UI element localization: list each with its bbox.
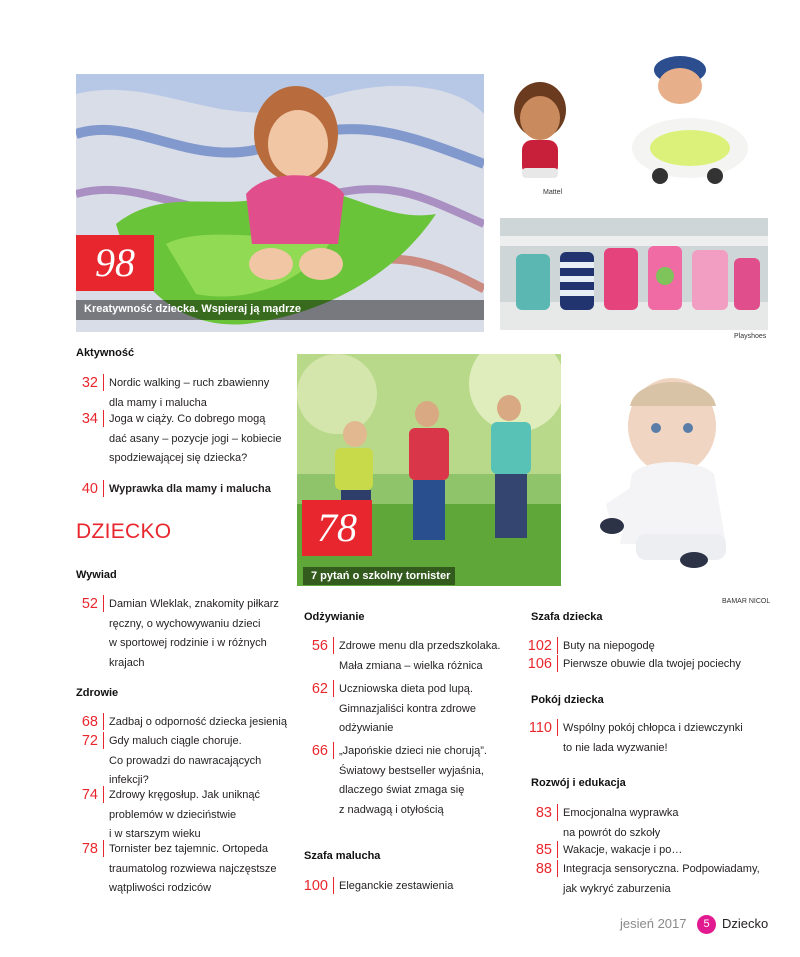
- section-heading-zdrowie: Zdrowie: [76, 687, 119, 699]
- toc-entry[interactable]: [80, 840, 277, 899]
- baby-photo: [576, 354, 768, 586]
- toc-page-number: 106: [527, 655, 558, 672]
- section-heading-pokoj-dziecka: Pokój dziecka: [531, 694, 604, 706]
- toc-title: Zdrowy kręgosłup. Jak uniknąć problemów w dzieciństwie i w starszym wieku: [109, 789, 261, 840]
- section-heading-wywiad: Wywiad: [76, 569, 117, 581]
- magazine-name: Dziecko: [722, 916, 769, 931]
- toc-page-number: 102: [527, 637, 558, 654]
- toc-entry[interactable]: [303, 877, 453, 897]
- toc-page-number: 62: [307, 680, 334, 697]
- section-heading-szafa-dziecka: Szafa dziecka: [531, 611, 603, 623]
- toc-page-number: 52: [80, 595, 104, 612]
- section-heading-aktywnosc: Aktywność: [76, 347, 135, 359]
- toc-title: Pierwsze obuwie dla twojej pociechy: [563, 658, 741, 670]
- toc-page-number: 68: [80, 713, 104, 730]
- toc-entry[interactable]: [307, 680, 476, 739]
- issue-date: jesień 2017: [620, 916, 687, 931]
- toc-entry[interactable]: [80, 786, 260, 845]
- toc-entry[interactable]: [80, 713, 287, 733]
- toc-title: Uczniowska dieta pod lupą. Gimnazjaliści kontra zdrowe odżywianie: [339, 683, 476, 734]
- toc-page-number: 66: [307, 742, 334, 759]
- toc-page-number: 88: [531, 860, 558, 877]
- feature-page-number: 98: [76, 235, 154, 291]
- toc-page-number: 32: [80, 374, 104, 391]
- toc-title: Wspólny pokój chłopca i dziewczynki to nie lada wyzwanie!: [563, 722, 743, 754]
- photo-credit-baby: BAMAR NICOL: [722, 598, 771, 605]
- painting-child-photo: [76, 74, 484, 332]
- toc-page-number: 34: [80, 410, 104, 427]
- feature-title: 7 pytań o szkolny tornister: [303, 567, 455, 585]
- toys-photo: [500, 48, 768, 190]
- toc-entry[interactable]: [531, 860, 760, 899]
- toc-entry[interactable]: [80, 480, 271, 500]
- toc-page-number: 56: [307, 637, 334, 654]
- photo-credit-toys: Mattel: [543, 189, 563, 196]
- page-number-badge: 5: [697, 915, 716, 934]
- toc-title: „Japońskie dzieci nie chorują”. Światowy bestseller wyjaśnia, dlaczego świat zmaga się z nadwagą i otyłością: [339, 745, 487, 816]
- toc-page-number: 74: [80, 786, 104, 803]
- toc-title: Gdy maluch ciągle choruje. Co prowadzi do nawracających infekcji?: [109, 735, 262, 786]
- toc-entry[interactable]: [527, 637, 655, 657]
- toc-title: Zdrowe menu dla przedszkolaka. Mała zmiana – wielka różnica: [339, 640, 501, 672]
- toc-title: Wyprawka dla mamy i malucha: [109, 483, 271, 495]
- toc-entry[interactable]: [307, 742, 487, 820]
- photo-credit-boots: Playshoes: [734, 333, 767, 340]
- toc-entry[interactable]: [531, 804, 679, 843]
- toc-title: Joga w ciąży. Co dobrego mogą dać asany – pozycje jogi – kobiecie spodziewającej się dziecka?: [109, 413, 282, 464]
- toc-entry[interactable]: [527, 719, 743, 758]
- toc-page-number: 83: [531, 804, 558, 821]
- section-heading-odzywianie: Odżywianie: [304, 611, 365, 623]
- toc-title: Eleganckie zestawienia: [339, 880, 454, 892]
- toc-entry[interactable]: [307, 637, 500, 676]
- toc-page-number: 72: [80, 732, 104, 749]
- toc-entry[interactable]: [80, 595, 279, 673]
- toc-title: Nordic walking – ruch zbawienny dla mamy i malucha: [109, 377, 270, 409]
- toc-page-number: 100: [303, 877, 334, 894]
- feature-page-number: 78: [302, 500, 372, 556]
- toc-entry[interactable]: [527, 655, 741, 675]
- toc-entry[interactable]: [80, 410, 281, 469]
- boots-photo: [500, 218, 768, 330]
- toc-title: Integracja sensoryczna. Podpowiadamy, jak wykryć zaburzenia: [563, 863, 760, 895]
- toc-entry[interactable]: [80, 374, 269, 413]
- section-heading-rozwoj: Rozwój i edukacja: [531, 777, 626, 789]
- toc-page-number: 85: [531, 841, 558, 858]
- toc-title: Buty na niepogodę: [563, 640, 655, 652]
- section-heading-szafa-malucha: Szafa malucha: [304, 850, 381, 862]
- toc-title: Damian Wleklak, znakomity piłkarz ręczny, o wychowywaniu dzieci w sportowej rodzinie i w różnych krajach: [109, 598, 279, 669]
- toc-title: Emocjonalna wyprawka na powrót do szkoły: [563, 807, 679, 839]
- section-heading-dziecko: DZIECKO: [76, 520, 172, 543]
- toc-page-number: 78: [80, 840, 104, 857]
- toc-page-number: 40: [80, 480, 104, 497]
- toc-entry[interactable]: [531, 841, 682, 861]
- toc-title: Zadbaj o odporność dziecka jesienią: [109, 716, 287, 728]
- toc-entry[interactable]: [80, 732, 261, 791]
- feature-title: Kreatywność dziecka. Wspieraj ją mądrze: [76, 300, 484, 320]
- toc-title: Tornister bez tajemnic. Ortopeda traumatolog rozwiewa najczęstsze wątpliwości rodziców: [109, 843, 277, 894]
- toc-title: Wakacje, wakacje i po…: [563, 844, 683, 856]
- toc-page-number: 110: [527, 719, 558, 736]
